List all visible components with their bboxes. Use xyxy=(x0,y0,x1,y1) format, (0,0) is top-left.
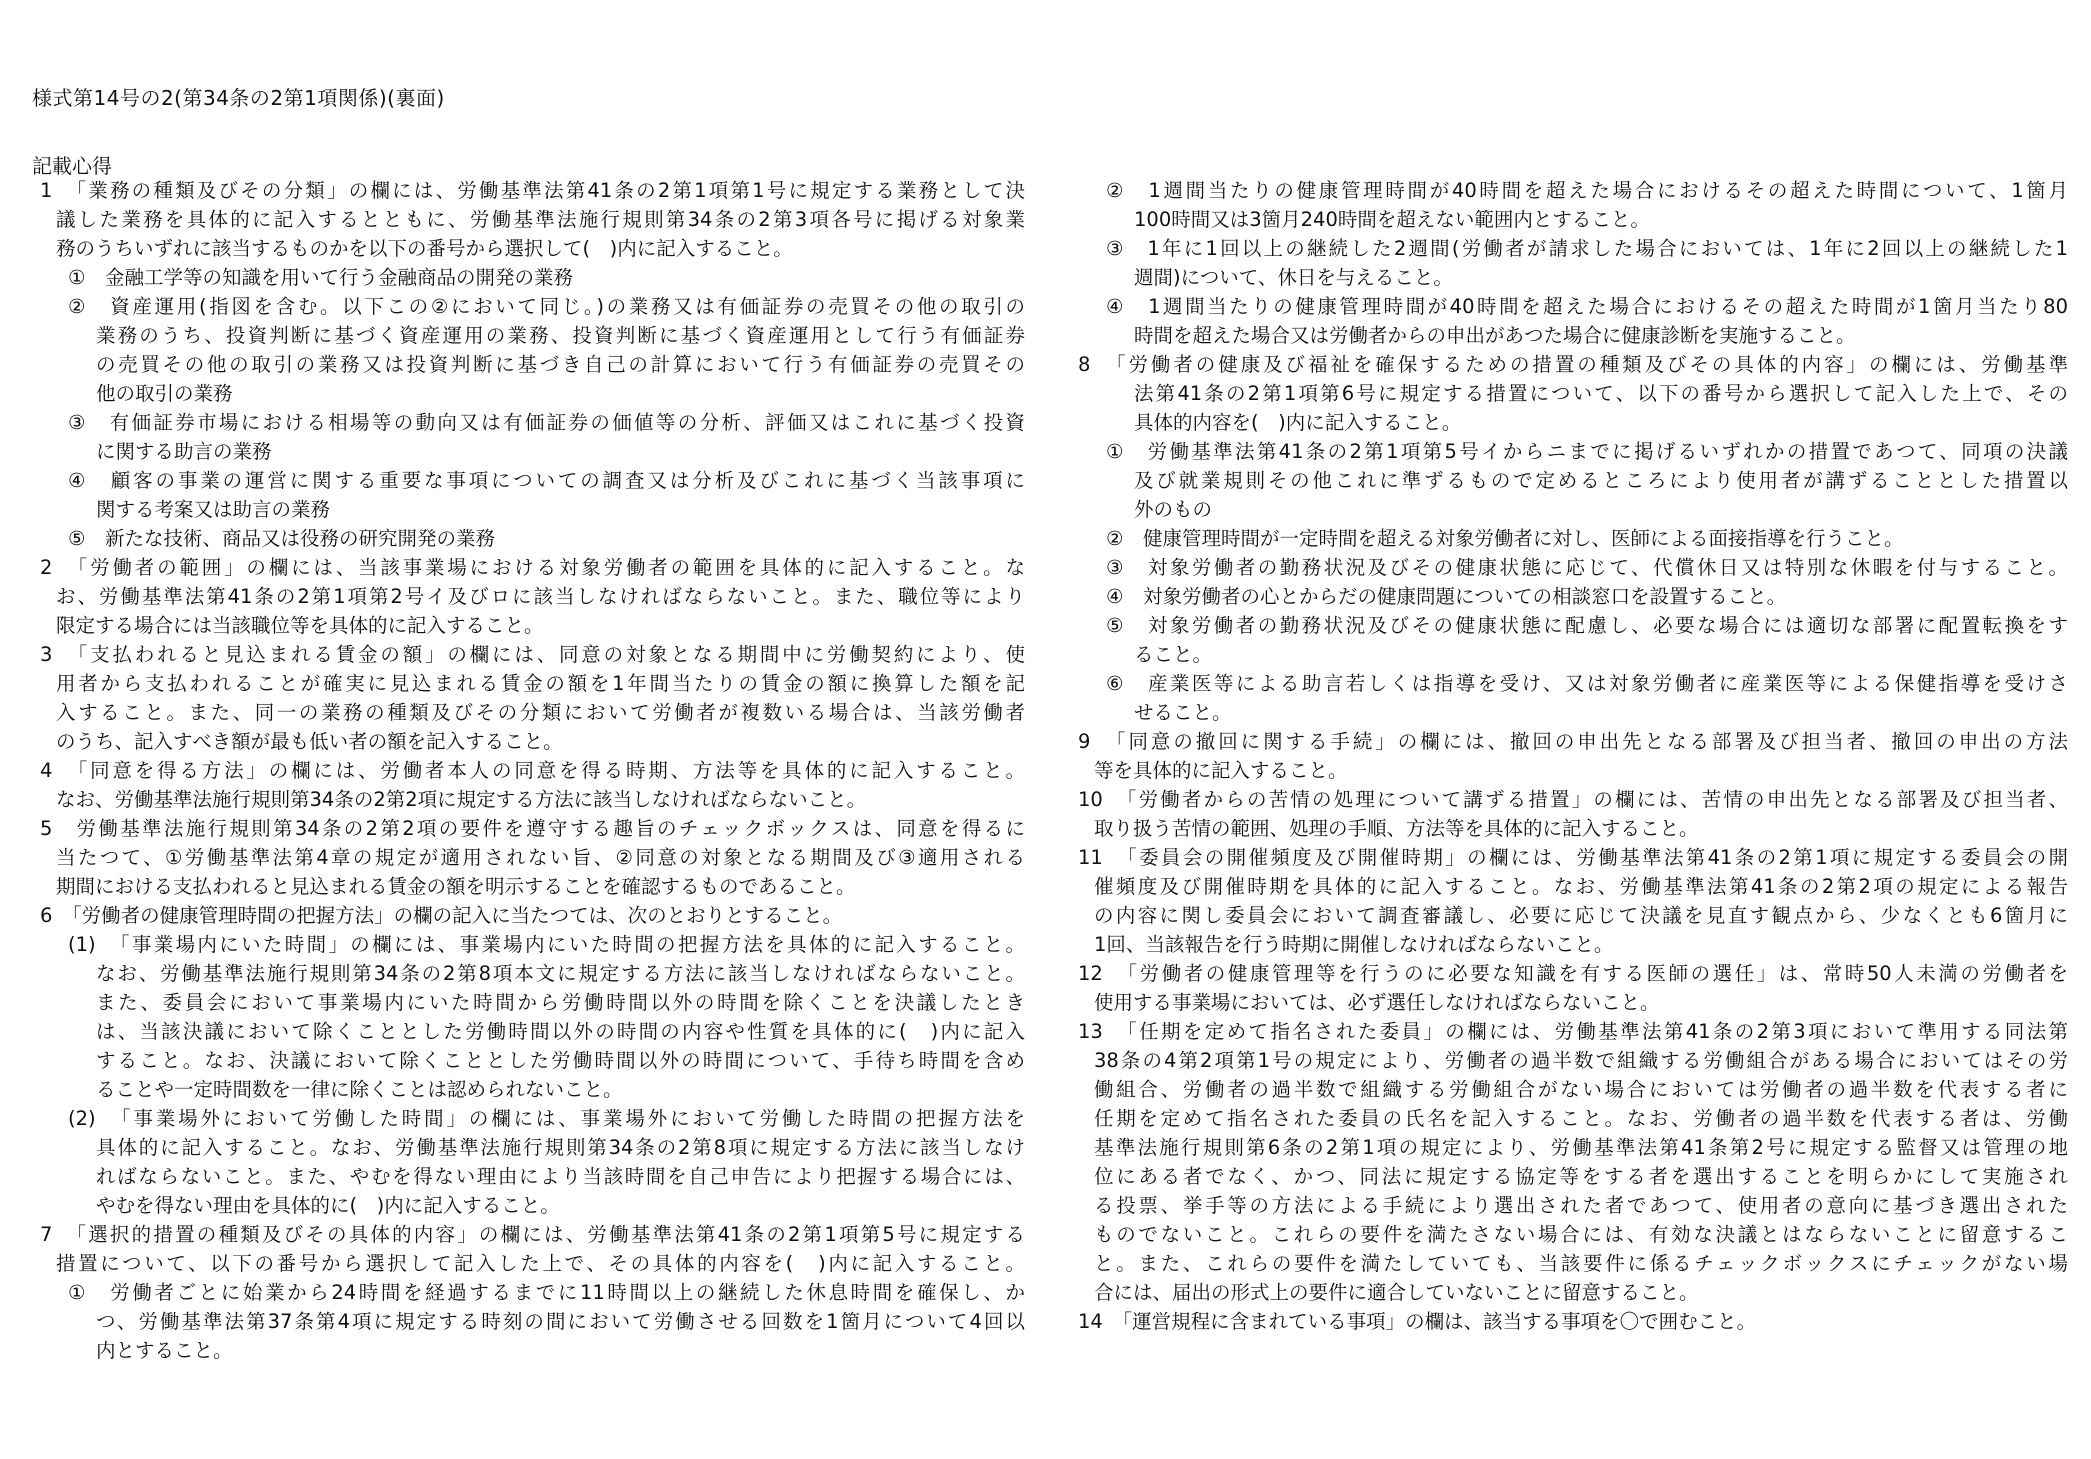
instruction-line: すること。なお、決議において除くこととした労働時間以外の時間について、手待ち時間を含め xyxy=(96,1049,1025,1072)
instruction-line: なお、労働基準法施行規則第34条の2第2項に規定する方法に該当しなければならないこと。 xyxy=(56,788,867,811)
instruction-line: 限定する場合には当該職位等を具体的に記入すること。 xyxy=(56,614,544,637)
instruction-line: 等を具体的に記入すること。 xyxy=(1094,759,1348,782)
instruction-line: 3 「支払われると見込まれる賃金の額」の欄には、同意の対象となる期間中に労働契約により、使 xyxy=(40,643,1025,666)
instruction-line: 9 「同意の撤回に関する手続」の欄には、撤回の申出先となる部署及び担当者、撤回の申出の方法 xyxy=(1078,730,2068,753)
instruction-line: お、労働基準法第41条の2第1項第2号イ及びロに該当しなければならないこと。また、職位等により xyxy=(56,585,1025,608)
instruction-line: 6 「労働者の健康管理時間の把握方法」の欄の記入に当たつては、次のとおりとすること。 xyxy=(40,904,843,927)
instruction-line: ④ 対象労働者の心とからだの健康問題についての相談窓口を設置すること。 xyxy=(1106,585,1787,608)
instruction-line: 5 労働基準法施行規則第34条の2第2項の要件を遵守する趣旨のチェックボックスは、同意を得るに xyxy=(40,817,1025,840)
instruction-line: 業務のうち、投資判断に基づく資産運用の業務、投資判断に基づく資産運用として行う有価証券 xyxy=(96,324,1025,347)
instruction-line: 38条の4第2項第1号の規定により、労働者の過半数で組織する労働組合がある場合においてはその労 xyxy=(1094,1049,2068,1072)
instruction-line: ① 労働者ごとに始業から24時間を経過するまでに11時間以上の継続した休息時間を確保し、か xyxy=(68,1281,1025,1304)
instruction-line: ① 金融工学等の知識を用いて行う金融商品の開発の業務 xyxy=(68,266,573,289)
instruction-line: 外のもの xyxy=(1134,498,1213,521)
instruction-line: ⑥ 産業医等による助言若しくは指導を受け、又は対象労働者に産業医等による保健指導を受けさ xyxy=(1106,672,2068,695)
instruction-line: 関する考案又は助言の業務 xyxy=(96,498,331,521)
instruction-line: 13 「任期を定めて指名された委員」の欄には、労働基準法第41条の2第3項において準用する同法第 xyxy=(1078,1020,2068,1043)
instruction-line: 催頻度及び開催時期を具体的に記入すること。なお、労働基準法第41条の2第2項の規定による報告 xyxy=(1094,875,2068,898)
instruction-line: 用者から支払われることが確実に見込まれる賃金の額を1年間当たりの賃金の額に換算した額を記 xyxy=(56,672,1025,695)
instruction-line: 14 「運営規程に含まれている事項」の欄は、該当する事項を〇で囲むこと。 xyxy=(1078,1310,1757,1333)
instruction-line: ① 労働基準法第41条の2第1項第5号イからニまでに掲げるいずれかの措置であつて、同項の決議 xyxy=(1106,440,2068,463)
section-title-instructions: 記載心得 xyxy=(32,154,112,178)
instruction-line: 8 「労働者の健康及び福祉を確保するための措置の種類及びその具体的内容」の欄には、労働基準 xyxy=(1078,353,2068,376)
instruction-line: せること。 xyxy=(1134,701,1232,724)
instruction-line: つ、労働基準法第37条第4項に規定する時刻の間において労働させる回数を1箇月について4回以 xyxy=(96,1310,1025,1333)
instruction-line: 具体的に記入すること。なお、労働基準法施行規則第34条の2第8項に規定する方法に該当しなけ xyxy=(96,1136,1025,1159)
instruction-line: 100時間又は3箇月240時間を超えない範囲内とすること。 xyxy=(1134,208,1650,231)
instruction-line: ⑤ 対象労働者の勤務状況及びその健康状態に配慮し、必要な場合には適切な部署に配置転換をす xyxy=(1106,614,2068,637)
instruction-line: 内とすること。 xyxy=(96,1339,233,1362)
instruction-line: やむを得ない理由を具体的に( )内に記入すること。 xyxy=(96,1194,560,1217)
instruction-line: また、委員会において事業場内にいた時間から労働時間以外の時間を除くことを決議したとき xyxy=(96,991,1025,1014)
instruction-line: る投票、挙手等の方法による手続により選出された者であつて、使用者の意向に基づき選出された xyxy=(1094,1194,2068,1217)
instruction-line: に関する助言の業務 xyxy=(96,440,272,463)
instruction-line: ② 資産運用(指図を含む。以下この②において同じ。)の業務又は有価証券の売買その他の取引の xyxy=(68,295,1025,318)
instruction-line: 時間を超えた場合又は労働者からの申出があつた場合に健康診断を実施すること。 xyxy=(1134,324,1856,347)
instruction-line: 当たつて、①労働基準法第4章の規定が適用されない旨、②同意の対象となる期間及び③適用される xyxy=(56,846,1025,869)
instruction-line: 法第41条の2第1項第6号に規定する措置について、以下の番号から選択して記入した上で、その xyxy=(1134,382,2068,405)
instruction-line: ればならないこと。また、やむを得ない理由により当該時間を自己申告により把握する場合には、 xyxy=(96,1165,1025,1188)
instruction-line: ものでないこと。これらの要件を満たさない場合には、有効な決議とはならないことに留意するこ xyxy=(1094,1223,2068,1246)
instruction-line: 期間における支払われると見込まれる賃金の額を明示することを確認するものであること。 xyxy=(56,875,856,898)
form-title: 様式第14号の2(第34条の2第1項関係)(裏面) xyxy=(32,86,445,110)
instruction-line: の内容に関し委員会において調査審議し、必要に応じて決議を見直す観点から、少なくとも6箇月に xyxy=(1094,904,2068,927)
instruction-line: 基準法施行規則第6条の2第1項の規定により、労働基準法第41条第2号に規定する監督又は管理の地 xyxy=(1094,1136,2068,1159)
instruction-line: 10 「労働者からの苦情の処理について講ずる措置」の欄には、苦情の申出先となる部署及び担当者、 xyxy=(1078,788,2068,811)
instruction-line: ③ 有価証券市場における相場等の動向又は有価証券の価値等の分析、評価又はこれに基づく投資 xyxy=(68,411,1025,434)
instruction-line: ② 1週間当たりの健康管理時間が40時間を超えた場合におけるその超えた時間について、1箇月 xyxy=(1106,179,2068,202)
instruction-line: ② 健康管理時間が一定時間を超える対象労働者に対し、医師による面接指導を行うこと。 xyxy=(1106,527,1904,550)
instruction-line: 合には、届出の形式上の要件に適合していないことに留意すること。 xyxy=(1094,1281,1699,1304)
instruction-line: 取り扱う苦情の範囲、処理の手順、方法等を具体的に記入すること。 xyxy=(1094,817,1699,840)
instruction-line: 任期を定めて指名された委員の氏名を記入すること。なお、労働者の過半数を代表する者は、労働 xyxy=(1094,1107,2068,1130)
instruction-line: 務のうちいずれに該当するものかを以下の番号から選択して( )内に記入すること。 xyxy=(56,237,793,260)
instruction-line: ④ 顧客の事業の運営に関する重要な事項についての調査又は分析及びこれに基づく当該事項に xyxy=(68,469,1025,492)
instruction-line: 具体的内容を( )内に記入すること。 xyxy=(1134,411,1462,434)
instruction-line: ることや一定時間数を一律に除くことは認められないこと。 xyxy=(96,1078,623,1101)
instruction-line: (1) 「事業場内にいた時間」の欄には、事業場内にいた時間の把握方法を具体的に記入すること。 xyxy=(68,933,1025,956)
instruction-line: 使用する事業場においては、必ず選任しなければならないこと。 xyxy=(1094,991,1660,1014)
instruction-line: 位にある者でなく、かつ、同法に規定する協定等をする者を選出することを明らかにして実施され xyxy=(1094,1165,2068,1188)
instruction-line: 11 「委員会の開催頻度及び開催時期」の欄には、労働基準法第41条の2第1項に規定する委員会の開 xyxy=(1078,846,2068,869)
instruction-line: 1回、当該報告を行う時期に開催しなければならないこと。 xyxy=(1094,933,1614,956)
instructions-left-column xyxy=(40,176,1025,1365)
instruction-line: 7 「選択的措置の種類及びその具体的内容」の欄には、労働基準法第41条の2第1項第5号に規定する xyxy=(40,1223,1025,1246)
instruction-line: 入すること。また、同一の業務の種類及びその分類において労働者が複数いる場合は、当該労働者 xyxy=(56,701,1025,724)
instruction-line: 週間)について、休日を与えること。 xyxy=(1134,266,1453,289)
instruction-line: は、当該決議において除くこととした労働時間以外の時間の内容や性質を具体的に( )内に記入 xyxy=(96,1020,1025,1043)
instruction-line: なお、労働基準法施行規則第34条の2第8項本文に規定する方法に該当しなければならないこと。 xyxy=(96,962,1025,985)
instruction-line: ③ 対象労働者の勤務状況及びその健康状態に応じて、代償休日又は特別な休暇を付与すること。 xyxy=(1106,556,2068,579)
instruction-line: のうち、記入すべき額が最も低い者の額を記入すること。 xyxy=(56,730,563,753)
instruction-line: 1 「業務の種類及びその分類」の欄には、労働基準法第41条の2第1項第1号に規定する業務として決 xyxy=(40,179,1025,202)
instruction-line: と。また、これらの要件を満たしていても、当該要件に係るチェックボックスにチェックがない場 xyxy=(1094,1252,2068,1275)
instruction-line: 議した業務を具体的に記入するとともに、労働基準法施行規則第34条の2第3項各号に掲げる対象業 xyxy=(56,208,1025,231)
instruction-line: 働組合、労働者の過半数で組織する労働組合がない場合においては労働者の過半数を代表する者に xyxy=(1094,1078,2068,1101)
instruction-line: ③ 1年に1回以上の継続した2週間(労働者が請求した場合においては、1年に2回以上の継続した1 xyxy=(1106,237,2068,260)
instruction-line: ること。 xyxy=(1134,643,1213,666)
instruction-line: 4 「同意を得る方法」の欄には、労働者本人の同意を得る時期、方法等を具体的に記入すること。 xyxy=(40,759,1025,782)
instruction-line: 2 「労働者の範囲」の欄には、当該事業場における対象労働者の範囲を具体的に記入すること。な xyxy=(40,556,1025,579)
instruction-line: ⑤ 新たな技術、商品又は役務の研究開発の業務 xyxy=(68,527,495,550)
instruction-line: ④ 1週間当たりの健康管理時間が40時間を超えた場合におけるその超えた時間が1箇月当たり80 xyxy=(1106,295,2068,318)
instruction-line: (2) 「事業場外において労働した時間」の欄には、事業場外において労働した時間の把握方法を xyxy=(68,1107,1025,1130)
instruction-line: の売買その他の取引の業務又は投資判断に基づき自己の計算において行う有価証券の売買その xyxy=(96,353,1025,376)
instruction-line: 措置について、以下の番号から選択して記入した上で、その具体的内容を( )内に記入すること。 xyxy=(56,1252,1025,1275)
instruction-line: 及び就業規則その他これに準ずるもので定めるところにより使用者が講ずることとした措置以 xyxy=(1134,469,2068,492)
instruction-line: 12 「労働者の健康管理等を行うのに必要な知識を有する医師の選任」は、常時50人未満の労働者を xyxy=(1078,962,2068,985)
instructions-right-column xyxy=(1078,176,2068,1336)
instruction-line: 他の取引の業務 xyxy=(96,382,233,405)
